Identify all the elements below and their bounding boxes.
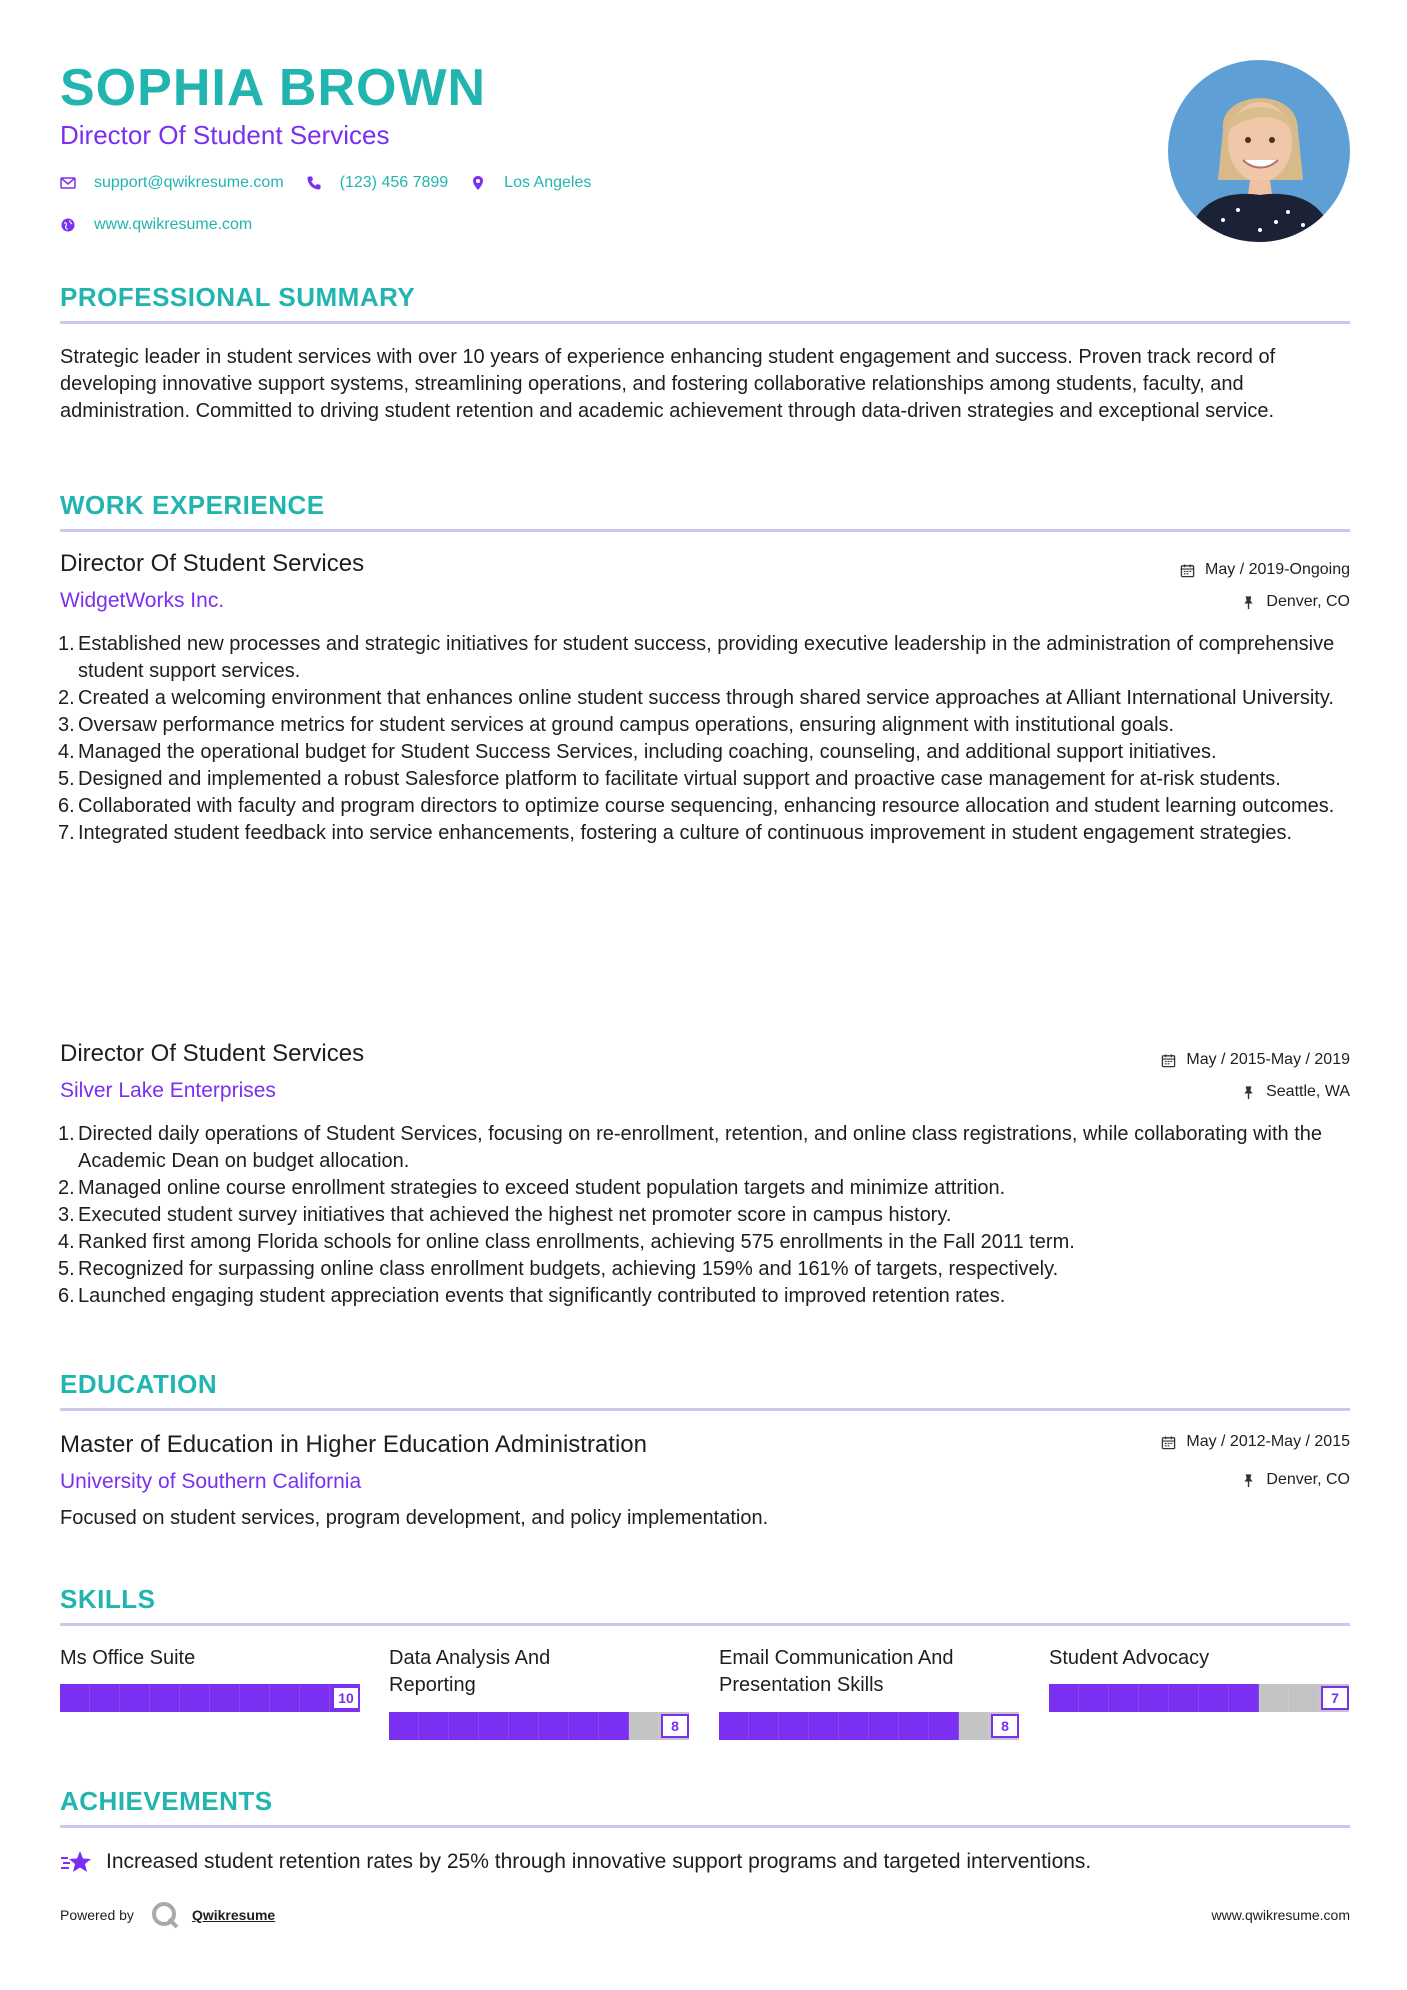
- contact-email[interactable]: [60, 174, 284, 192]
- skills-heading: SKILLS: [60, 1584, 156, 1614]
- contact-phone[interactable]: [306, 174, 449, 192]
- pushpin-icon: [1241, 1473, 1256, 1488]
- skill-bar: [60, 1684, 360, 1712]
- skill-level-badge: 7: [1321, 1686, 1349, 1710]
- list-item: 5. Recognized for surpassing online class enrollment budgets, achieving 159% and 161% of targets, respectively.: [58, 1258, 1059, 1280]
- phone-icon: [306, 175, 322, 191]
- skill-item: [1049, 1645, 1349, 1706]
- job-dates: May / 2019-Ongoing: [1180, 561, 1350, 579]
- job-title: Director Of Student Services: [60, 550, 365, 577]
- qwikresume-logo-icon: [150, 1900, 180, 1930]
- education-dates: May / 2012-May / 2015: [1161, 1433, 1350, 1451]
- list-item: 7. Integrated student feedback into service enhancements, fostering a culture of continuous improvement in student engagement strategies.: [58, 822, 1293, 844]
- phone-text: (123) 456 7899: [339, 174, 449, 191]
- experience-heading: WORK EXPERIENCE: [60, 490, 325, 520]
- education-description: Focused on student services, program development, and policy implementation.: [60, 1507, 769, 1529]
- star-icon: [60, 1848, 94, 1876]
- email-text: support@qwikresume.com: [94, 174, 284, 191]
- company-name: WidgetWorks Inc.: [60, 589, 225, 612]
- job-location: Seattle, WA: [1241, 1083, 1350, 1101]
- pushpin-icon: [1241, 595, 1256, 610]
- calendar-icon: [1180, 563, 1195, 578]
- job-bullets: [60, 1121, 1350, 1310]
- job-title: Director Of Student Services: [60, 1040, 365, 1067]
- job-location: Denver, CO: [1241, 593, 1350, 611]
- list-item: 3. Oversaw performance metrics for student services at ground campus operations, ensuring alignment with institutional goals.: [58, 714, 1175, 736]
- list-item: 2. Managed online course enrollment strategies to exceed student population targets and minimize attrition.: [58, 1177, 1006, 1199]
- footer-website[interactable]: www.qwikresume.com: [1211, 1907, 1350, 1923]
- candidate-name: SOPHIA BROWN: [60, 59, 487, 117]
- skill-name: Email Communication And Presentation Skills: [719, 1647, 954, 1696]
- contact-row: [60, 174, 613, 192]
- brand-link[interactable]: Qwikresume: [191, 1907, 276, 1923]
- achievements-heading: ACHIEVEMENTS: [60, 1786, 273, 1816]
- footer-powered-by: Powered by Qwikresume: [60, 1900, 275, 1930]
- company-name: Silver Lake Enterprises: [60, 1079, 276, 1102]
- school-name: University of Southern California: [60, 1470, 362, 1493]
- pushpin-icon: [1241, 1085, 1256, 1100]
- website-text: www.qwikresume.com: [94, 216, 253, 233]
- map-pin-icon: [470, 175, 486, 191]
- skill-bar: [1049, 1684, 1349, 1712]
- list-item: 6. Launched engaging student appreciation events that significantly contributed to improved retention rates.: [58, 1285, 1006, 1307]
- skill-item: [60, 1645, 360, 1706]
- degree-title: Master of Education in Higher Education Administration: [60, 1431, 647, 1458]
- portrait-image: [1168, 60, 1350, 242]
- job-dates: May / 2015-May / 2019: [1161, 1051, 1350, 1069]
- section-divider: [60, 1825, 1350, 1828]
- contact-website[interactable]: [60, 216, 252, 234]
- skill-bar: [719, 1712, 1019, 1740]
- list-item: 2. Created a welcoming environment that enhances online student success through shared service approaches at Alliant International University.: [58, 687, 1334, 709]
- calendar-icon: [1161, 1435, 1176, 1450]
- globe-icon: [60, 217, 76, 233]
- location-text: Los Angeles: [504, 174, 592, 191]
- skill-level-badge: 8: [661, 1714, 689, 1738]
- section-divider: [60, 321, 1350, 324]
- skill-item: [719, 1645, 1019, 1734]
- contact-row-website: [60, 216, 274, 234]
- skill-bar: [389, 1712, 689, 1740]
- education-heading: EDUCATION: [60, 1369, 218, 1399]
- list-item: 1. Directed daily operations of Student Services, focusing on re-enrollment, retention, and online class registrations, while collaborating with the Academic Dean on budget allocation.: [58, 1123, 1323, 1172]
- skill-name: Student Advocacy: [1049, 1647, 1210, 1669]
- profile-photo: [1168, 60, 1350, 242]
- section-divider: [60, 1408, 1350, 1411]
- summary-text: Strategic leader in student services with over 10 years of experience enhancing student engagement and success. Proven track record of developing innovative support systems, streamlining operations, and fostering collaborative relationships among students, faculty, and administration. Committed to driving student retention and academic achievement through data-driven strategies and exceptional service.: [60, 346, 1276, 422]
- achievement-item: Increased student retention rates by 25% through innovative support programs and targeted interventions.: [60, 1848, 1091, 1876]
- candidate-title: Director Of Student Services: [60, 120, 390, 150]
- skill-name: Ms Office Suite: [60, 1647, 196, 1669]
- contact-location: [470, 174, 591, 192]
- list-item: 5. Designed and implemented a robust Salesforce platform to facilitate virtual support and proactive case management for at-risk students.: [58, 768, 1281, 790]
- summary-heading: PROFESSIONAL SUMMARY: [60, 282, 416, 312]
- list-item: 6. Collaborated with faculty and program directors to optimize course sequencing, enhancing resource allocation and student learning outcomes.: [58, 795, 1335, 817]
- skill-item: [389, 1645, 689, 1734]
- list-item: 4. Ranked first among Florida schools for online class enrollments, achieving 575 enrollments in the Fall 2011 term.: [58, 1231, 1075, 1253]
- list-item: 3. Executed student survey initiatives that achieved the highest net promoter score in campus history.: [58, 1204, 952, 1226]
- list-item: 1. Established new processes and strategic initiatives for student success, providing executive leadership in the administration of comprehensive student support services.: [58, 633, 1335, 682]
- skill-level-badge: 10: [332, 1686, 360, 1710]
- section-divider: [60, 529, 1350, 532]
- envelope-icon: [60, 175, 76, 191]
- calendar-icon: [1161, 1053, 1176, 1068]
- education-location: Denver, CO: [1241, 1471, 1350, 1489]
- job-bullets: [60, 631, 1350, 847]
- list-item: 4. Managed the operational budget for Student Success Services, including coaching, counseling, and additional support initiatives.: [58, 741, 1217, 763]
- skill-name: Data Analysis And Reporting: [389, 1647, 551, 1696]
- section-divider: [60, 1623, 1350, 1626]
- skill-level-badge: 8: [991, 1714, 1019, 1738]
